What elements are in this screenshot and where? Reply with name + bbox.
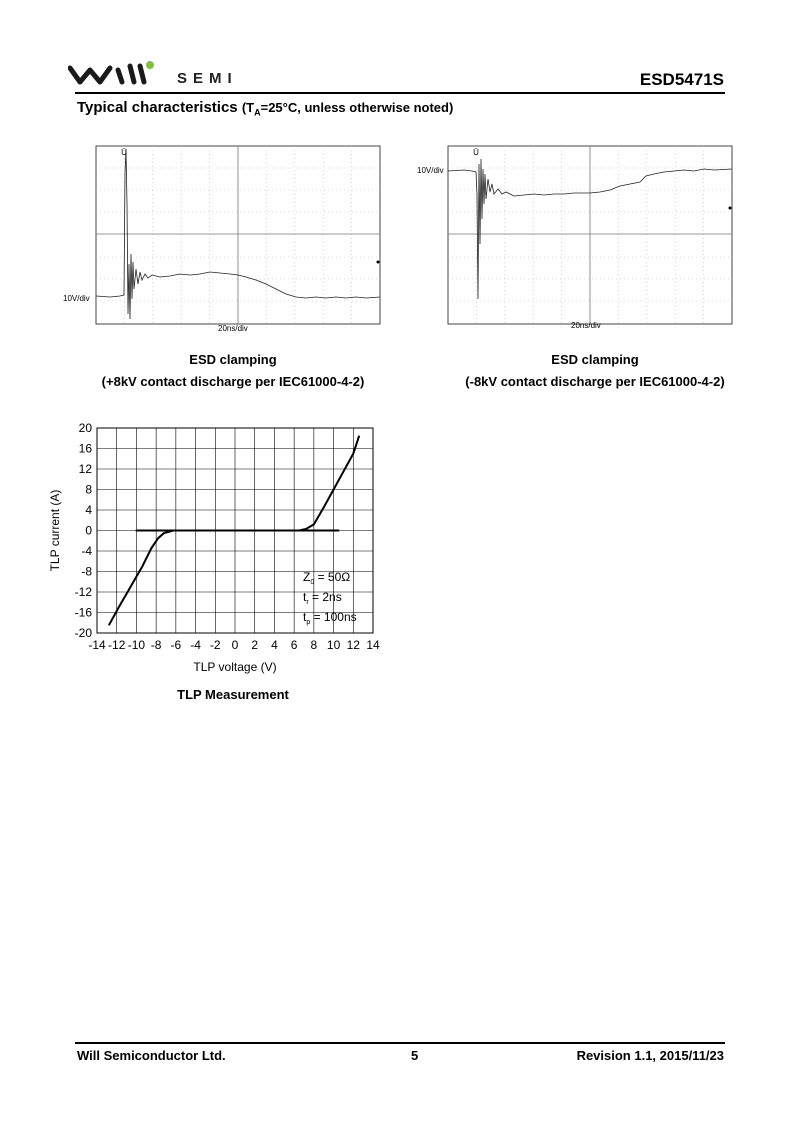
svg-text:Ü: Ü [473,148,479,157]
header-rule [75,92,725,94]
tlp-x-tick-label: -2 [209,638,221,652]
tlp-x-tick-label: -12 [108,638,126,652]
tlp-y-tick-label: -16 [74,605,92,620]
tlp-y-tick-label: -12 [74,585,92,599]
part-number: ESD5471S [639,70,724,89]
section-title [77,99,453,118]
scope-capture-positive [60,144,390,334]
tlp-y-tick-label: 12 [78,462,92,476]
section-condition: ($T_A=25^\circ C$, unless otherwise noted) [241,100,454,118]
tlp-y-tick-label: 0 [85,523,92,538]
scope-t-scale-positive: 20ns/div [218,324,248,333]
tlp-caption: TLP Measurement [177,687,289,702]
scope-grid-negative [414,144,744,334]
company-name: SEMI [177,70,238,87]
tlp-x-tick-label: 14 [366,638,380,652]
caption-positive-line2: (+8kV contact discharge per IEC61000-4-2) [101,374,365,389]
scope-capture-negative [414,144,744,334]
tlp-chart-svg [40,415,400,685]
tlp-x-tick-label: -14 [88,638,106,652]
tlp-x-tick-label: 12 [346,638,360,652]
tlp-x-tick-label: -4 [190,638,201,652]
tlp-x-tick-label: 8 [310,638,318,652]
tlp-x-tick-label: -8 [150,638,162,652]
tlp-y-tick-label: 16 [78,441,92,456]
caption-negative-line2: (-8kV contact discharge per IEC61000-4-2) [465,374,725,389]
tlp-y-tick-label: -4 [81,544,92,558]
tlp-chart [40,415,400,685]
tlp-x-tick-label: 10 [326,638,341,652]
tlp-x-tick-label: -6 [170,638,182,652]
scope-t-scale-negative: 20ns/div [571,321,601,330]
svg-text:Ü: Ü [121,148,127,157]
tlp-y-tick-label: 8 [85,482,92,497]
footer-company: Will Semiconductor Ltd. [77,1048,226,1063]
scope-v-scale-positive: 10V/div [63,294,90,303]
tlp-y-tick-label: 4 [85,503,92,517]
footer-rule [75,1042,725,1044]
tlp-x-tick-label: 2 [251,638,259,652]
tlp-ylabel: TLP current (A) [48,489,62,572]
tlp-x-tick-label: -10 [127,638,146,652]
tlp-y-tick-label: -8 [81,564,92,579]
caption-negative-line1: ESD clamping [551,352,639,367]
svg-text:Z0 = 50Ω: $Z_0 = 50\Omega$ [303,570,351,586]
tlp-x-tick-label: 0 [231,638,239,652]
scope-v-scale-negative: 10V/div [417,166,444,175]
footer-page-number: 5 [411,1048,419,1063]
svg-text:tp = 100ns: $t_p = 100ns$ [303,610,357,626]
tlp-x-tick-label: 4 [271,638,278,652]
tlp-y-tick-label: 20 [78,421,92,435]
tlp-xlabel: TLP voltage (V) [193,660,277,674]
tlp-annotations [303,570,357,626]
scope-grid-positive [60,144,390,334]
tlp-y-tick-label: -20 [74,626,92,640]
caption-positive-line1: ESD clamping [189,352,277,367]
footer-revision: Revision 1.1, 2015/11/23 [576,1048,724,1063]
svg-text:tr = 2ns: $t_r = 2ns$ [303,590,342,606]
section-title-text: Typical characteristics [77,99,238,116]
tlp-x-tick-label: 6 [290,638,298,652]
